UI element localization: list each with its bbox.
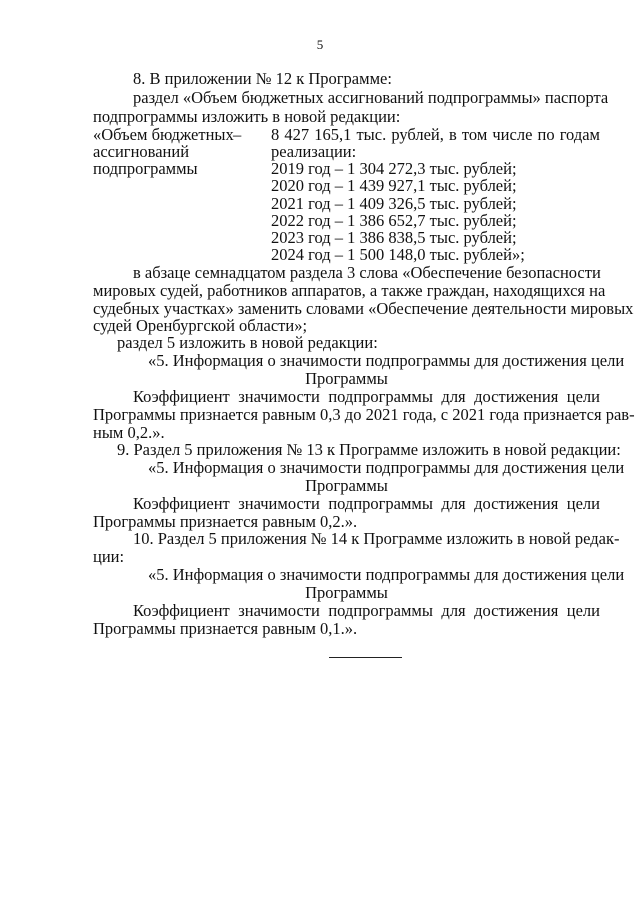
item8-para-line4: судей Оренбургской области»; xyxy=(93,316,308,335)
item10-text-line1: Коэффициент значимости подпрограммы для достижения цели xyxy=(133,601,600,620)
item8-section5-intro: раздел 5 изложить в новой редакции: xyxy=(117,333,378,352)
table-year-2019: 2019 год – 1 304 272,3 тыс. рублей; xyxy=(271,159,517,178)
table-label-line1: «Объем бюджетных xyxy=(93,125,234,144)
item9-title-line2: Программы xyxy=(305,476,388,495)
item8-section5-text-line1: Коэффициент значимости подпрограммы для достижения цели xyxy=(133,387,600,406)
item10-title-line2: Программы xyxy=(305,583,388,602)
table-year-2020: 2020 год – 1 439 927,1 тыс. рублей; xyxy=(271,176,517,195)
item9-title-line1: «5. Информация о значимости подпрограммы для достижения цели xyxy=(148,458,625,477)
item8-intro-line1: раздел «Объем бюджетных ассигнований подпрограммы» паспорта xyxy=(133,88,609,107)
table-total-line1: 8 427 165,1 тыс. рублей, в том числе по годам xyxy=(271,125,600,144)
item8-section5-text-line3: ным 0,2.». xyxy=(93,423,165,442)
table-dash: – xyxy=(233,125,242,144)
item10-heading-line2: ции: xyxy=(93,547,125,566)
item8-heading: 8. В приложении № 12 к Программе: xyxy=(133,69,392,88)
item8-para-line1: в абзаце семнадцатом раздела 3 слова «Обеспечение безопасности xyxy=(133,263,601,282)
table-year-2023: 2023 год – 1 386 838,5 тыс. рублей; xyxy=(271,228,517,247)
item10-text-line2: Программы признается равным 0,1.». xyxy=(93,619,358,638)
end-rule xyxy=(329,657,402,658)
table-label-line3: подпрограммы xyxy=(93,159,198,178)
item9-heading: 9. Раздел 5 приложения № 13 к Программе изложить в новой редакции: xyxy=(117,440,621,459)
table-total-line2: реализации: xyxy=(271,142,357,161)
page-number: 5 xyxy=(316,37,324,52)
item9-text-line2: Программы признается равным 0,2.». xyxy=(93,512,358,531)
table-year-2024: 2024 год – 1 500 148,0 тыс. рублей»; xyxy=(271,245,525,264)
table-year-2021: 2021 год – 1 409 326,5 тыс. рублей; xyxy=(271,194,517,213)
item8-section5-title-line1: «5. Информация о значимости подпрограммы для достижения цели xyxy=(148,351,625,370)
item8-para-line2: мировых судей, работников аппаратов, а также граждан, находящихся на xyxy=(93,281,606,300)
item8-section5-title-line2: Программы xyxy=(305,369,388,388)
item10-heading-line1: 10. Раздел 5 приложения № 14 к Программе изложить в новой редак- xyxy=(133,529,620,548)
item8-para-line3: судебных участках» заменить словами «Обеспечение деятельности мировых xyxy=(93,299,634,318)
table-year-2022: 2022 год – 1 386 652,7 тыс. рублей; xyxy=(271,211,517,230)
item8-section5-text-line2: Программы признается равным 0,3 до 2021 года, с 2021 года признается рав- xyxy=(93,405,635,424)
item9-text-line1: Коэффициент значимости подпрограммы для достижения цели xyxy=(133,494,600,513)
item8-intro-line2: подпрограммы изложить в новой редакции: xyxy=(93,107,401,126)
table-label-line2: ассигнований xyxy=(93,142,190,161)
item10-title-line1: «5. Информация о значимости подпрограммы для достижения цели xyxy=(148,565,625,584)
